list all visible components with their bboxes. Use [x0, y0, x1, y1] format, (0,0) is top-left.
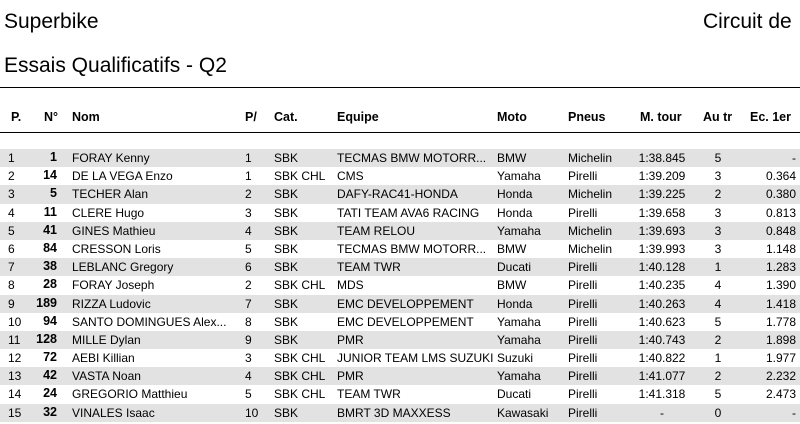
cell-class-position: 2 [245, 187, 252, 202]
cell-category: SBK [274, 151, 299, 165]
cell-category: SBK [274, 260, 299, 275]
cell-bike: Ducati [497, 260, 532, 275]
circuit-title: Circuit de [703, 10, 792, 33]
cell-name: VINALES Isaac [72, 405, 155, 420]
cell-tyres: Michelin [568, 241, 613, 256]
cell-number: 14 [43, 168, 57, 183]
cell-class-position: 1 [245, 151, 252, 165]
cell-name: AEBI Killian [72, 351, 135, 366]
cell-number: 41 [43, 222, 57, 237]
championship-title: Superbike [4, 10, 99, 33]
cell-tyres: Pirelli [568, 332, 598, 347]
cell-position: 4 [8, 205, 15, 220]
cell-best-lap: 1:39.693 [638, 223, 686, 238]
cell-team: PMR [337, 369, 364, 384]
cell-tyres: Pirelli [568, 369, 598, 384]
cell-tyres: Pirelli [568, 296, 598, 311]
cell-bike: Yamaha [497, 169, 541, 184]
col-header-lap-number: Au tr [703, 110, 733, 124]
cell-team: TECMAS BMW MOTORR... [337, 241, 487, 256]
cell-position: 10 [8, 314, 22, 329]
table-row [0, 276, 800, 294]
cell-position: 11 [8, 332, 21, 347]
cell-name: LEBLANC Gregory [72, 260, 174, 275]
cell-name: GREGORIO Matthieu [72, 387, 188, 402]
cell-number: 94 [43, 313, 57, 328]
cell-gap: 1.283 [765, 260, 796, 275]
cell-position: 13 [8, 369, 22, 384]
cell-team: BMRT 3D MAXXESS [337, 405, 451, 420]
cell-number: 38 [43, 259, 57, 274]
cell-category: SBK CHL [274, 351, 326, 366]
cell-name: DE LA VEGA Enzo [72, 169, 173, 184]
cell-team: TATI TEAM AVA6 RACING [337, 205, 480, 220]
cell-team: PMR [337, 332, 364, 347]
cell-number: 42 [43, 368, 57, 383]
cell-team: EMC DEVELOPPEMENT [337, 314, 474, 329]
col-header-number: N° [44, 110, 59, 124]
cell-team: JUNIOR TEAM LMS SUZUKI [337, 351, 494, 366]
table-row [0, 149, 800, 167]
cell-position: 15 [8, 405, 22, 420]
session-title: Essais Qualificatifs - Q2 [4, 54, 227, 77]
cell-lap-number: 5 [714, 314, 722, 329]
cell-team: CMS [337, 169, 364, 184]
cell-number: 28 [43, 277, 57, 292]
cell-number: 72 [43, 350, 57, 365]
cell-position: 14 [8, 387, 22, 402]
cell-category: SBK [274, 223, 299, 238]
cell-category: SBK [274, 241, 299, 256]
cell-best-lap: 1:40.743 [638, 332, 686, 347]
cell-team: TEAM TWR [337, 260, 401, 275]
cell-name: CLERE Hugo [72, 205, 145, 220]
cell-tyres: Michelin [568, 223, 613, 238]
cell-number: 84 [43, 240, 57, 255]
table-row [0, 349, 800, 367]
cell-best-lap: 1:41.077 [638, 369, 686, 384]
cell-lap-number: 3 [714, 241, 722, 256]
cell-lap-number: 3 [714, 223, 722, 238]
cell-class-position: 3 [245, 205, 252, 220]
table-row [0, 167, 800, 185]
cell-position: 1 [8, 151, 15, 165]
cell-bike: BMW [497, 151, 527, 165]
cell-gap: 0.380 [765, 187, 796, 202]
cell-best-lap: 1:40.263 [638, 296, 686, 311]
title-divider [0, 87, 800, 88]
cell-bike: Yamaha [497, 314, 541, 329]
cell-gap: 1.898 [765, 332, 796, 347]
cell-class-position: 2 [245, 278, 252, 293]
cell-category: SBK [274, 332, 299, 347]
cell-name: TECHER Alan [72, 187, 149, 202]
table-row [0, 258, 800, 276]
cell-best-lap: 1:41.318 [638, 387, 686, 402]
col-header-bike: Moto [497, 110, 527, 124]
cell-tyres: Michelin [568, 187, 613, 202]
cell-lap-number: 1 [714, 260, 722, 275]
cell-position: 3 [8, 187, 15, 202]
cell-lap-number: 5 [714, 387, 722, 402]
table-row [0, 185, 800, 203]
col-header-team: Equipe [337, 110, 379, 124]
cell-tyres: Pirelli [568, 260, 598, 275]
cell-class-position: 1 [245, 169, 252, 184]
cell-best-lap: 1:39.225 [638, 187, 686, 202]
cell-category: SBK [274, 405, 299, 420]
cell-position: 6 [8, 241, 15, 256]
cell-best-lap: 1:40.623 [638, 314, 686, 329]
cell-bike: BMW [497, 241, 527, 256]
cell-tyres: Pirelli [568, 205, 598, 220]
cell-lap-number: 0 [714, 405, 722, 420]
col-header-category: Cat. [274, 110, 298, 124]
cell-bike: Yamaha [497, 332, 541, 347]
col-header-tyres: Pneus [568, 110, 606, 124]
col-header-name: Nom [72, 110, 100, 124]
cell-class-position: 9 [245, 332, 252, 347]
table-row [0, 385, 800, 403]
cell-bike: Honda [497, 187, 533, 202]
cell-bike: Kawasaki [497, 405, 549, 420]
cell-number: 189 [36, 295, 57, 310]
cell-lap-number: 3 [714, 169, 722, 184]
cell-number: 11 [43, 204, 57, 219]
col-header-gap: Ec. 1er [750, 110, 792, 124]
cell-best-lap: 1:40.235 [638, 278, 686, 293]
cell-gap: 2.473 [765, 387, 796, 402]
cell-gap: 1.418 [765, 296, 796, 311]
cell-lap-number: 1 [714, 351, 722, 366]
cell-category: SBK [274, 314, 299, 329]
cell-class-position: 6 [245, 260, 252, 275]
cell-team: MDS [337, 278, 364, 293]
cell-number: 5 [50, 186, 57, 201]
cell-position: 7 [8, 260, 15, 275]
cell-name: RIZZA Ludovic [72, 296, 151, 311]
cell-lap-number: 2 [714, 369, 722, 384]
cell-best-lap: 1:39.209 [638, 169, 686, 184]
cell-best-lap: 1:40.822 [638, 351, 686, 366]
cell-tyres: Pirelli [568, 278, 598, 293]
cell-best-lap: 1:40.128 [638, 260, 686, 275]
cell-bike: Honda [497, 205, 533, 220]
cell-class-position: 8 [245, 314, 252, 329]
cell-category: SBK CHL [274, 169, 326, 184]
cell-class-position: 4 [245, 223, 252, 238]
cell-lap-number: 2 [714, 187, 722, 202]
cell-name: CRESSON Loris [72, 241, 161, 256]
cell-team: EMC DEVELOPPEMENT [337, 296, 474, 311]
cell-position: 8 [8, 278, 15, 293]
cell-gap: - [792, 151, 796, 165]
cell-bike: Yamaha [497, 369, 541, 384]
cell-position: 2 [8, 169, 15, 184]
table-row [0, 331, 800, 349]
cell-gap: 2.232 [765, 369, 796, 384]
cell-name: FORAY Joseph [72, 278, 155, 293]
cell-team: TECMAS BMW MOTORR... [337, 151, 487, 165]
cell-category: SBK [274, 205, 299, 220]
cell-best-lap: - [660, 405, 664, 420]
cell-position: 12 [8, 351, 22, 366]
col-header-class-position: P/ [245, 110, 257, 124]
cell-tyres: Pirelli [568, 169, 598, 184]
col-header-position: P. [11, 110, 22, 124]
results-table [0, 149, 800, 422]
cell-category: SBK CHL [274, 369, 326, 384]
table-row [0, 367, 800, 385]
cell-number: 1 [50, 150, 57, 164]
cell-tyres: Pirelli [568, 387, 598, 402]
cell-class-position: 10 [245, 405, 259, 420]
cell-class-position: 4 [245, 369, 252, 384]
cell-bike: BMW [497, 278, 527, 293]
table-row [0, 240, 800, 258]
table-row [0, 295, 800, 313]
cell-best-lap: 1:38.845 [638, 151, 686, 165]
header-divider [0, 132, 800, 133]
table-row [0, 404, 800, 422]
cell-lap-number: 2 [714, 332, 722, 347]
cell-gap: 1.390 [765, 278, 796, 293]
cell-best-lap: 1:39.993 [638, 241, 686, 256]
cell-bike: Ducati [497, 387, 532, 402]
cell-lap-number: 5 [714, 151, 722, 165]
cell-gap: 1.977 [765, 351, 796, 366]
cell-category: SBK CHL [274, 387, 326, 402]
cell-class-position: 5 [245, 387, 252, 402]
cell-class-position: 5 [245, 241, 252, 256]
cell-team: DAFY-RAC41-HONDA [337, 187, 458, 202]
cell-category: SBK [274, 187, 299, 202]
table-row [0, 204, 800, 222]
cell-bike: Suzuki [497, 351, 534, 366]
cell-gap: 0.813 [765, 205, 796, 220]
cell-name: VASTA Noan [72, 369, 141, 384]
cell-lap-number: 3 [714, 205, 722, 220]
cell-bike: Yamaha [497, 223, 541, 238]
cell-name: MILLE Dylan [72, 332, 141, 347]
cell-name: FORAY Kenny [72, 151, 150, 165]
col-header-best-lap: M. tour [640, 110, 682, 124]
cell-bike: Honda [497, 296, 533, 311]
cell-name: GINES Mathieu [72, 223, 156, 238]
cell-class-position: 7 [245, 296, 252, 311]
cell-category: SBK [274, 296, 299, 311]
table-row [0, 222, 800, 240]
cell-gap: 1.778 [765, 314, 796, 329]
cell-gap: 0.364 [765, 169, 796, 184]
cell-number: 32 [43, 404, 57, 419]
cell-best-lap: 1:39.658 [638, 205, 686, 220]
cell-class-position: 3 [245, 351, 252, 366]
cell-gap: - [792, 405, 796, 420]
cell-name: SANTO DOMINGUES Alex... [72, 314, 227, 329]
cell-lap-number: 4 [714, 278, 722, 293]
cell-category: SBK CHL [274, 278, 326, 293]
cell-tyres: Michelin [568, 151, 613, 165]
cell-tyres: Pirelli [568, 351, 598, 366]
cell-number: 128 [36, 331, 57, 346]
cell-gap: 0.848 [765, 223, 796, 238]
cell-gap: 1.148 [765, 241, 796, 256]
cell-position: 5 [8, 223, 15, 238]
cell-lap-number: 4 [714, 296, 722, 311]
cell-team: TEAM RELOU [337, 223, 416, 238]
cell-team: TEAM TWR [337, 387, 401, 402]
cell-tyres: Pirelli [568, 405, 598, 420]
cell-position: 9 [8, 296, 15, 311]
cell-number: 24 [43, 386, 57, 401]
cell-tyres: Pirelli [568, 314, 598, 329]
table-row [0, 313, 800, 331]
